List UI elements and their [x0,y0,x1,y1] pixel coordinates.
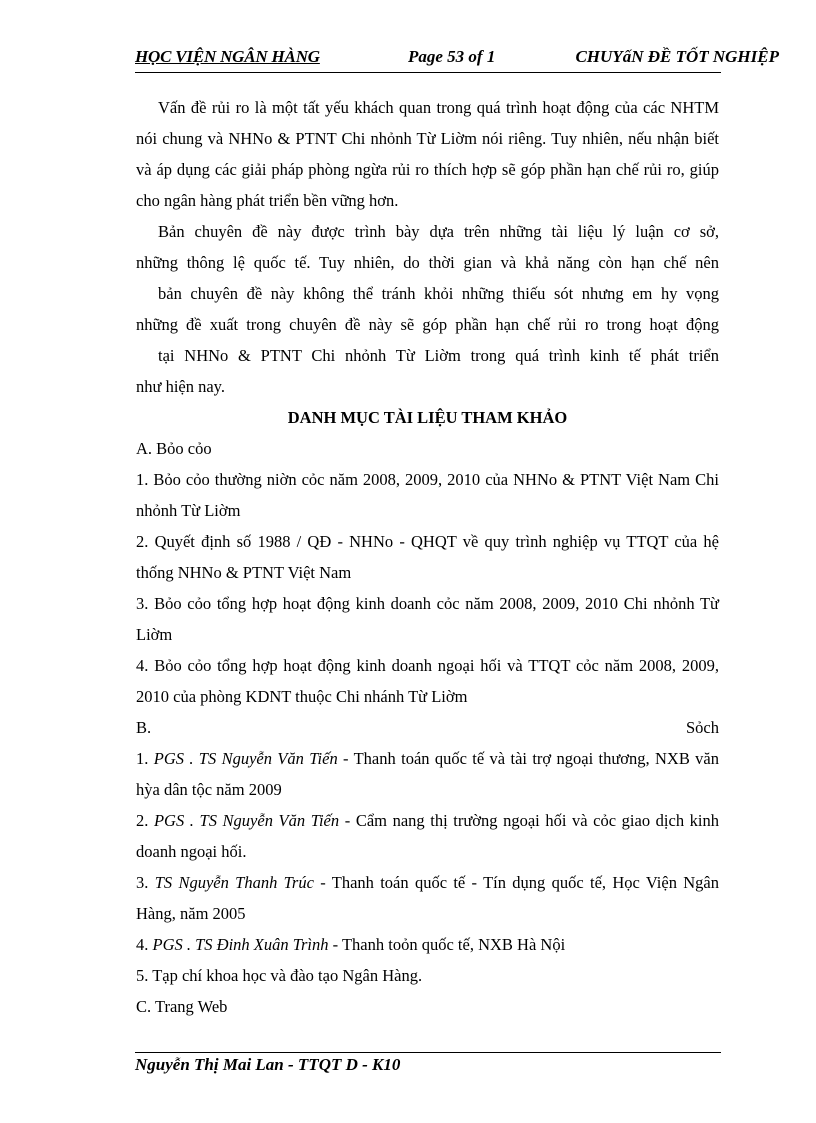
page-body [136,92,719,1022]
reference-a1: 1. Bỏo cỏo thường niờn cỏc năm 2008, 2009, 2010 của NHNo & PTNT Việt Nam Chi nhỏnh Từ Liờm [136,470,719,520]
intro-paragraph-2-line-5: tại NHNo & PTNT Chi nhỏnh Từ Liờm trong quá trình kinh tế phát triển [158,346,719,365]
reference-b1-text: - Thanh toán quốc tế và tài trợ ngoại thương, NXB văn hỳa dân tộc năm 2009 [136,749,719,799]
header-divider [135,72,721,73]
header-institution: HỌC VIỆN NGÂN HÀNG [135,47,320,66]
reference-b4-text: - Thanh toỏn quốc tế, NXB Hà Nội [328,935,566,954]
section-b-title: Sỏch [686,718,719,737]
reference-b4-author: PGS . TS Đinh Xuân Trình [152,935,329,954]
reference-a4: 4. Bỏo cỏo tổng hợp hoạt động kinh doanh ngoại hối và TTQT cỏc năm 2008, 2009, 2010 của phòng KDNT thuộc Chi nhánh Từ Liờm [136,656,719,706]
references-title: DANH MỤC TÀI LIỆU THAM KHẢO [287,408,568,427]
intro-paragraph-2-line-3: bản chuyên đề này không thể tránh khỏi những thiếu sót nhưng em hy vọng [158,284,719,303]
reference-b5: 5. Tạp chí khoa học và đào tạo Ngân Hàng. [136,966,423,985]
reference-b3-text: - Thanh toán quốc tế - Tín dụng quốc tế, Học Viện Ngân Hàng, năm 2005 [136,873,719,923]
references-section-b [136,712,719,743]
reference-b3-number: 3. [136,873,155,892]
page-footer-author: Nguyễn Thị Mai Lan - TTQT D - K10 [135,1055,401,1074]
references-section-c: C. Trang Web [136,997,228,1016]
page-header [135,46,779,72]
reference-b3 [136,867,719,929]
footer-divider [135,1052,721,1053]
reference-b1-number: 1. [136,749,154,768]
section-b-label: B. [136,718,152,737]
reference-b2-text: - Cẩm nang thị trường ngoại hối và cỏc giao dịch kinh doanh ngoại hối. [136,811,720,861]
header-page-number: Page 53 of 1 [408,47,496,66]
reference-b2-author: PGS . TS Nguyễn Văn Tiến [153,811,340,830]
reference-b1 [136,743,719,805]
intro-paragraph-1: Vấn đề rủi ro là một tất yếu khách quan trong quá trình hoạt động của các NHTM nói chung và NHNo & PTNT Chi nhỏnh Từ Liờm nói riêng. Tuy nhiên, nếu nhận biết và áp dụng các giải pháp phòng ngừa rủi ro thích hợp sẽ góp phần hạn chế rủi ro, giúp cho ngân hàng phát triển bền vững hơn. [136,98,719,210]
reference-b3-author: TS Nguyễn Thanh Trúc [154,873,314,892]
references-section-a: A. Bỏo cỏo [136,439,212,458]
reference-b4 [136,929,719,960]
reference-b2-number: 2. [136,811,154,830]
header-document-type: CHUYấN ĐỀ TỐT NGHIỆP [575,47,779,66]
intro-paragraph-2-line-2: những thông lệ quốc tế. Tuy nhiên, do thời gian và khả năng còn hạn chế nên [136,253,719,272]
reference-a3: 3. Bỏo cỏo tổng hợp hoạt động kinh doanh cỏc năm 2008, 2009, 2010 Chi nhỏnh Từ Liờm [136,594,719,644]
reference-a2: 2. Quyết định số 1988 / QĐ - NHNo - QHQT về quy trình nghiệp vụ TTQT của hệ thống NHNo & PTNT Việt Nam [136,532,719,582]
reference-b2 [136,805,719,867]
reference-b4-number: 4. [136,935,153,954]
reference-b1-author: PGS . TS Nguyễn Văn Tiến [153,749,338,768]
intro-paragraph-2-line-4: những đề xuất trong chuyên đề này sẽ góp phần hạn chế rủi ro trong hoạt động [136,315,719,334]
intro-paragraph-2-line-6: như hiện nay. [136,377,225,396]
intro-paragraph-2-line-1: Bản chuyên đề này được trình bày dựa trên những tài liệu lý luận cơ sở, [158,222,719,241]
